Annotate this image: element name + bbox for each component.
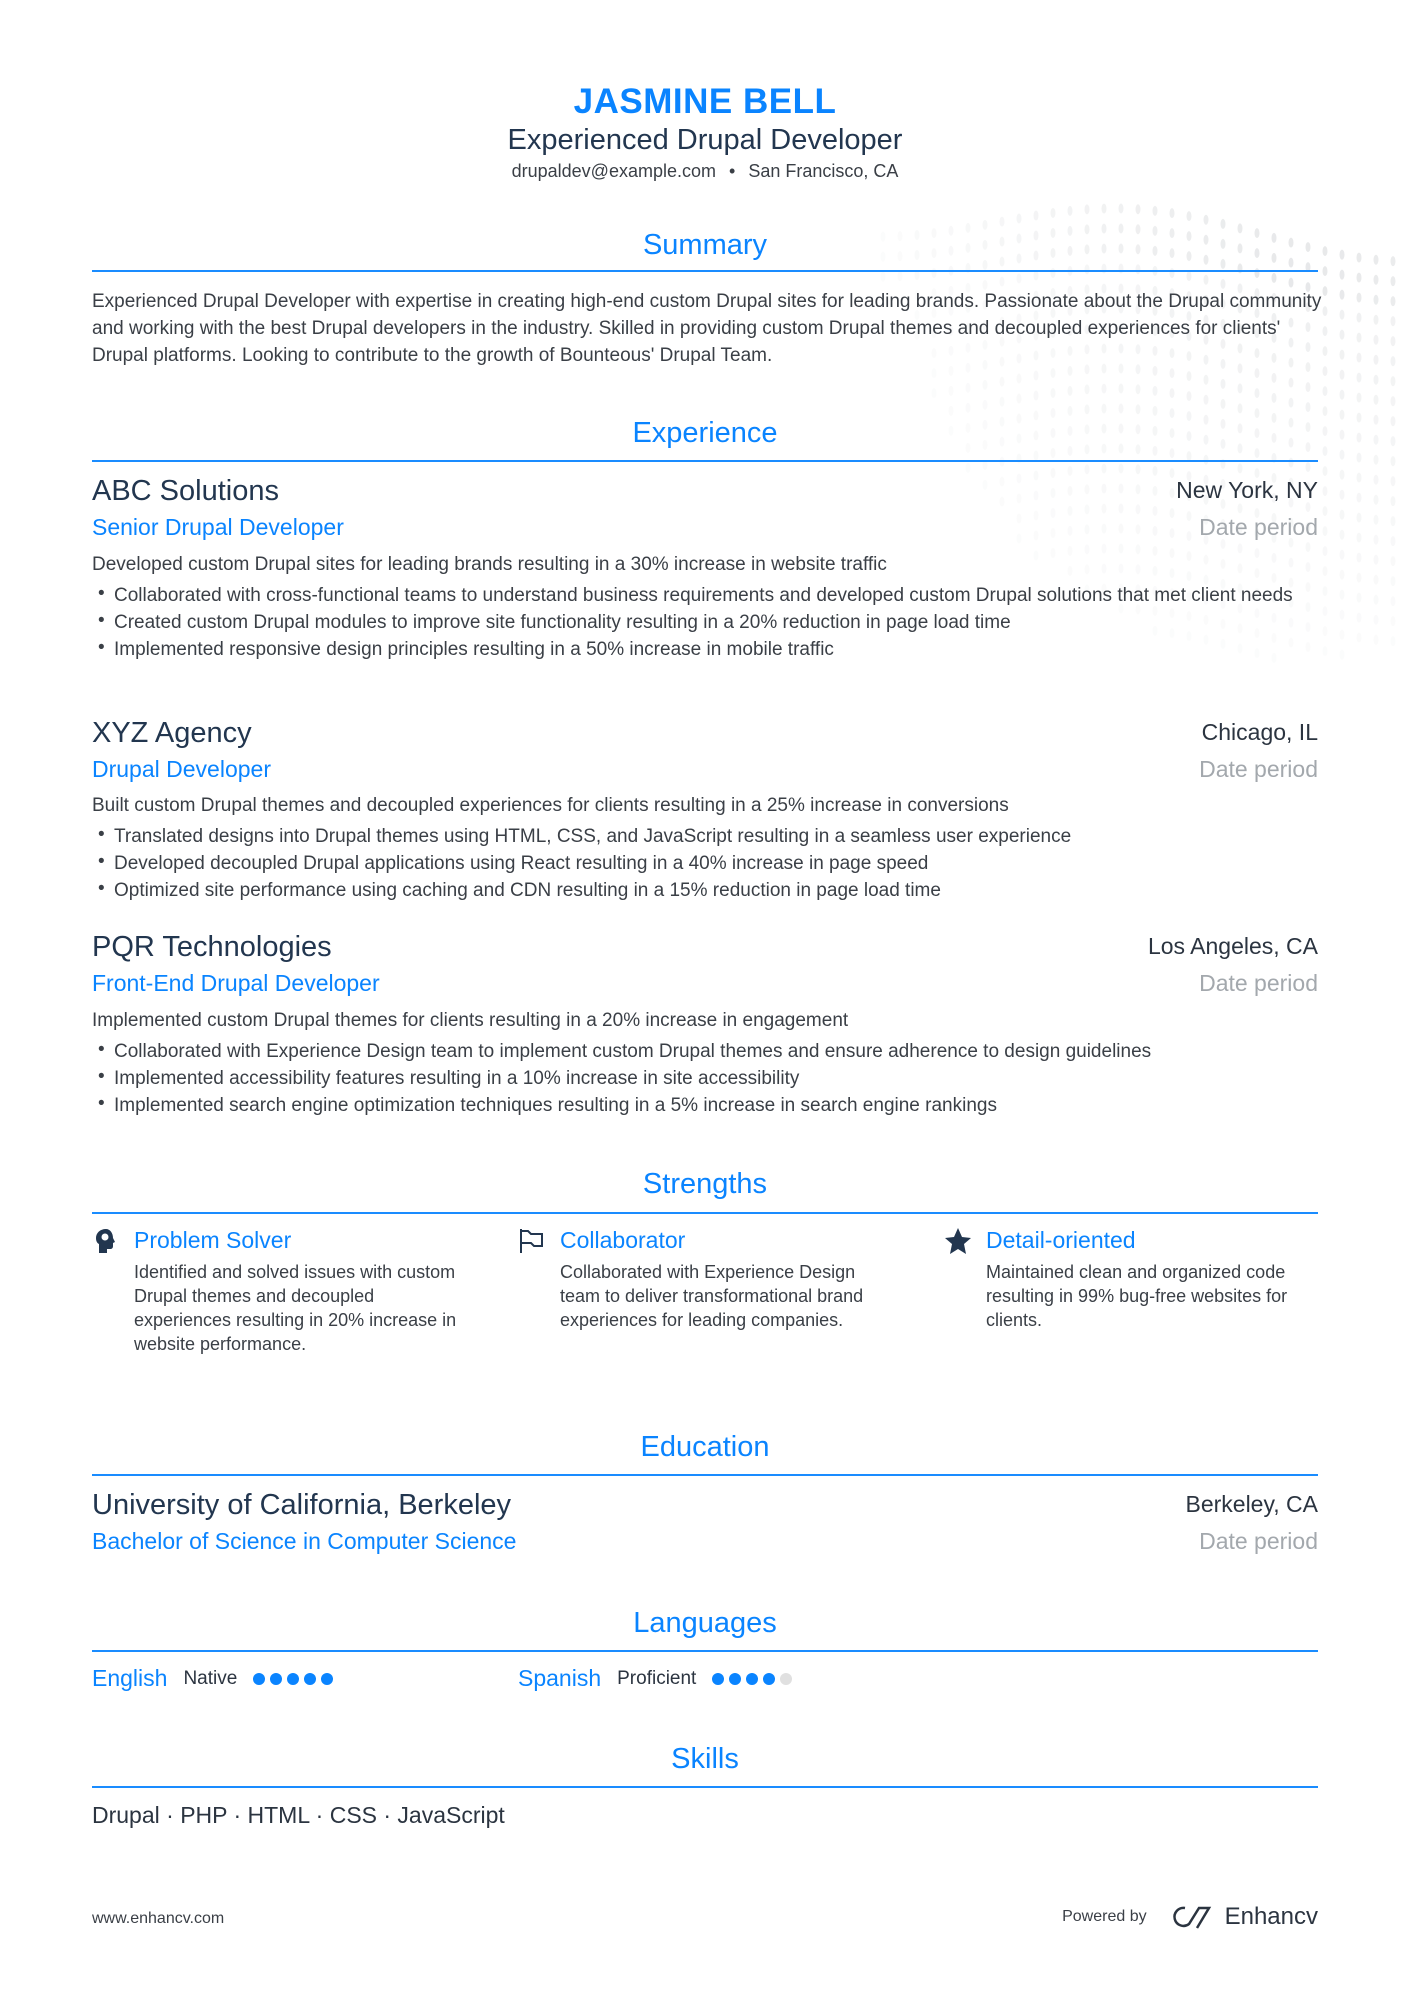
head-lightbulb-icon [92, 1227, 120, 1255]
education-heading: Education [640, 1431, 770, 1463]
rating-dot [253, 1673, 265, 1685]
job-bullets [92, 582, 1318, 663]
languages-heading: Languages [633, 1607, 777, 1639]
strength-text: Maintained clean and organized code resulting in 99% bug-free websites for clients. [986, 1262, 1288, 1330]
divider [92, 1474, 1318, 1476]
language-rating [253, 1673, 333, 1685]
strength-text: Collaborated with Experience Design team to deliver transformational brand experiences for leading companies. [560, 1262, 864, 1330]
company-name: XYZ Agency [92, 717, 252, 749]
email[interactable]: drupaldev@example.com [511, 161, 716, 181]
rating-dot [321, 1673, 333, 1685]
location: San Francisco, CA [748, 161, 899, 181]
contact-info [0, 161, 1410, 182]
job-location: New York, NY [1176, 477, 1318, 503]
school-location: Berkeley, CA [1185, 1491, 1318, 1517]
footer-url[interactable]: www.enhancv.com [92, 1910, 225, 1927]
strength-item [944, 1227, 1324, 1332]
school-name: University of California, Berkeley [92, 1489, 512, 1521]
language-name: English [92, 1665, 168, 1691]
language-name: Spanish [518, 1665, 602, 1691]
candidate-title: Experienced Drupal Developer [507, 124, 903, 156]
rating-dot [270, 1673, 282, 1685]
job-description: Developed custom Drupal sites for leading brands resulting in a 30% increase in website traffic [92, 554, 887, 575]
strength-item [518, 1227, 898, 1332]
divider [92, 460, 1318, 462]
flag-icon [518, 1227, 546, 1255]
language-item [92, 1665, 333, 1692]
language-rating [712, 1673, 792, 1685]
rating-dot [287, 1673, 299, 1685]
bullet: • Implemented responsive design principles resulting in a 50% increase in mobile traffic [92, 636, 1318, 663]
skills-heading: Skills [671, 1743, 739, 1775]
star-icon [944, 1227, 972, 1255]
job-description: Built custom Drupal themes and decoupled experiences for clients resulting in a 25% increase in conversions [92, 795, 1009, 816]
bullet: • Implemented accessibility features resulting in a 10% increase in site accessibility [92, 1065, 1318, 1092]
divider [92, 270, 1318, 272]
job-role: Senior Drupal Developer [92, 514, 344, 540]
summary-heading: Summary [642, 229, 768, 261]
language-level: Proficient [617, 1667, 697, 1689]
enhancv-logo[interactable] [1171, 1903, 1318, 1931]
bullet: • Collaborated with Experience Design team to implement custom Drupal themes and ensure adherence to design guidelines [92, 1038, 1318, 1065]
powered-by: Powered by [1062, 1908, 1147, 1925]
divider [92, 1650, 1318, 1652]
language-level: Native [183, 1667, 238, 1689]
job-role: Drupal Developer [92, 756, 271, 782]
rating-dot [304, 1673, 316, 1685]
job-bullets [92, 823, 1318, 904]
education-date: Date period [1199, 1528, 1318, 1554]
bullet: • Developed decoupled Drupal applications using React resulting in a 40% increase in page speed [92, 850, 1318, 877]
job-date: Date period [1199, 756, 1318, 782]
decorative-dot-pattern [700, 190, 1410, 750]
rating-dot [763, 1673, 775, 1685]
footer-brand [1062, 1903, 1318, 1931]
strength-title: Problem Solver [134, 1227, 292, 1253]
job-location: Chicago, IL [1201, 719, 1318, 745]
bullet: • Optimized site performance using caching and CDN resulting in a 15% reduction in page load time [92, 877, 1318, 904]
rating-dot [712, 1673, 724, 1685]
job-location: Los Angeles, CA [1147, 933, 1318, 959]
bullet: • Created custom Drupal modules to improve site functionality resulting in a 20% reduction in page load time [92, 609, 1318, 636]
rating-dot [780, 1673, 792, 1685]
job-date: Date period [1199, 514, 1318, 540]
bullet: • Collaborated with cross-functional teams to understand business requirements and developed custom Drupal solutions that met client needs [92, 582, 1318, 609]
strength-text: Identified and solved issues with custom Drupal themes and decoupled experiences resulting in 20% increase in website performance. [134, 1262, 457, 1354]
strength-title: Detail-oriented [986, 1227, 1136, 1253]
separator: • [729, 161, 736, 181]
candidate-name: JASMINE BELL [573, 82, 837, 121]
company-name: ABC Solutions [92, 475, 279, 507]
strength-title: Collaborator [560, 1227, 686, 1253]
divider [92, 1212, 1318, 1214]
company-name: PQR Technologies [92, 931, 332, 963]
rating-dot [746, 1673, 758, 1685]
skills-list: Drupal · PHP · HTML · CSS · JavaScript [92, 1802, 505, 1828]
language-item [518, 1665, 792, 1692]
job-bullets [92, 1038, 1318, 1119]
rating-dot [729, 1673, 741, 1685]
brand-name: Enhancv [1224, 1903, 1318, 1930]
bullet: • Implemented search engine optimization techniques resulting in a 5% increase in search engine rankings [92, 1092, 1318, 1119]
job-role: Front-End Drupal Developer [92, 970, 380, 996]
strength-item [92, 1227, 472, 1356]
job-date: Date period [1199, 970, 1318, 996]
summary-text: Experienced Drupal Developer with expertise in creating high-end custom Drupal sites for leading brands. Passionate about the Drupal community and working with the best Drupal developers in the industry. Skilled in providing custom Drupal themes and decoupled experiences for clients' Drupal platforms. Looking to contribute to the growth of Bounteous' Drupal Team. [92, 291, 1322, 366]
bullet: • Translated designs into Drupal themes using HTML, CSS, and JavaScript resulting in a seamless user experience [92, 823, 1318, 850]
enhancv-logo-icon [1171, 1904, 1217, 1930]
job-description: Implemented custom Drupal themes for clients resulting in a 20% increase in engagement [92, 1010, 849, 1031]
degree: Bachelor of Science in Computer Science [92, 1528, 517, 1554]
divider [92, 1786, 1318, 1788]
experience-heading: Experience [632, 417, 778, 449]
strengths-heading: Strengths [642, 1168, 768, 1200]
